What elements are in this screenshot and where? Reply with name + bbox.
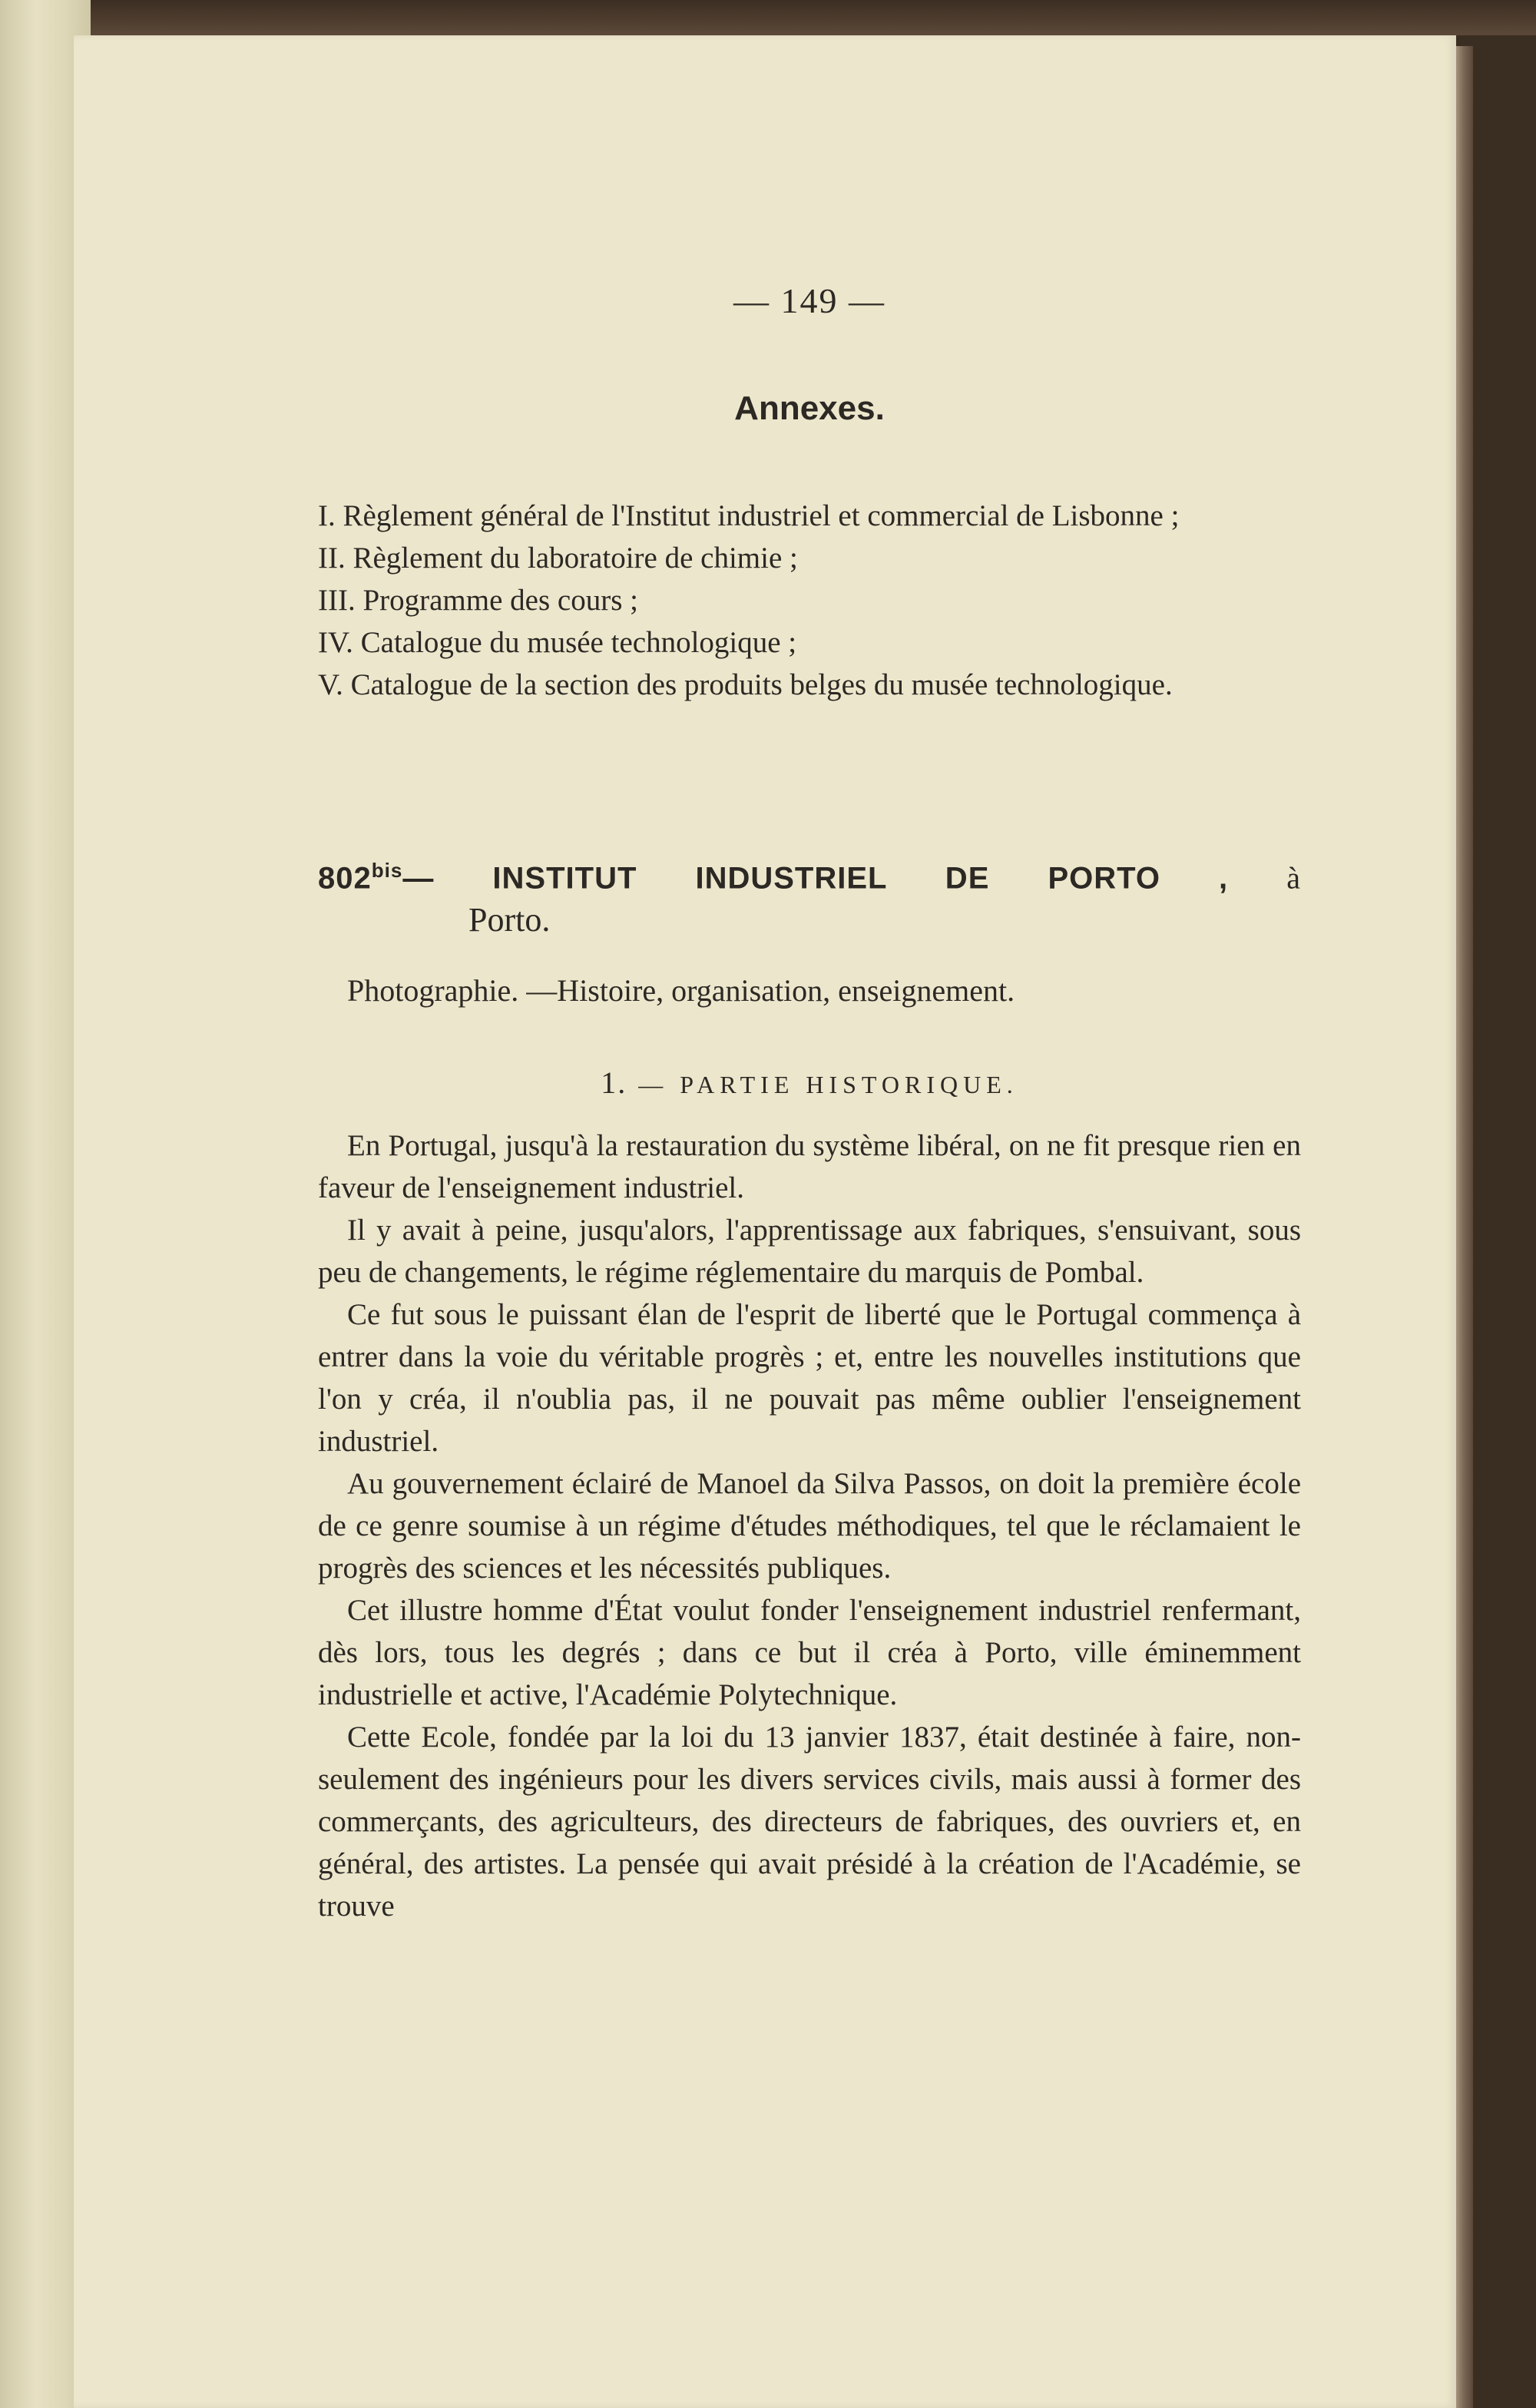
catalog-entry-heading [318,850,1301,899]
entry-suffix: à [1286,860,1301,896]
entry-number-sup: bis [371,859,403,882]
section-heading [318,1062,1301,1106]
paragraph: Il y avait à peine, jusqu'alors, l'apprentissage aux fabriques, s'ensuivant, sous peu de changements, le régime réglementaire du marquis de Pombal. [318,1214,1301,1289]
entry-description: Photographie. —Histoire, organisation, enseignement. [347,973,1015,1008]
section-title: PARTIE HISTORIQUE. [680,1071,1018,1098]
body-text [318,1125,1301,1927]
section-number: 1. [601,1065,627,1100]
annexes-item: II. Règlement du laboratoire de chimie ; [318,542,798,575]
annexes-list [318,495,1301,706]
paragraph: Cet illustre homme d'État voulut fonder l'enseignement industriel renfermant, dès lors, tous les degrés ; dans ce but il créa à Porto, ville éminemment industrielle et active, l'Académie Polytechnique. [318,1594,1301,1711]
entry-city: Porto. [468,901,551,939]
paragraph: Cette Ecole, fondée par la loi du 13 janvier 1837, était destinée à faire, non-seulement des ingénieurs pour les divers services civils, mais aussi à former des commerçants, des agriculteurs, des directeurs de fabriques, des ouvriers et, en général, des artistes. La pensée qui avait présidé à la création de l'Académie, se trouve [318,1721,1301,1923]
paragraph: Ce fut sous le puissant élan de l'esprit de liberté que le Portugal commença à entrer dans la voie du véritable progrès ; et, entre les nouvelles institutions que l'on y créa, il n'oublia pas, il ne pouvait pas même oublier l'enseignement industriel. [318,1298,1301,1458]
annexes-item: V. Catalogue de la section des produits belges du musée technologique. [318,668,1173,701]
entry-dash: — [402,861,435,896]
entry-name: INSTITUT INDUSTRIEL DE PORTO , [492,861,1229,896]
annexes-item: IV. Catalogue du musée technologique ; [318,626,797,659]
page-number: — 149 — [733,281,886,320]
annexes-item: III. Programme des cours ; [318,584,638,617]
entry-number: 802 [318,861,372,896]
paragraph: Au gouvernement éclairé de Manoel da Silva Passos, on doit la première école de ce genre soumise à un régime d'études méthodiques, tel que le réclamaient le progrès des sciences et les nécessités publiques. [318,1467,1301,1585]
book-top-edge [0,0,1536,35]
book-page [74,35,1456,2408]
section-dash: — [638,1071,669,1098]
annexes-item: I. Règlement général de l'Institut industriel et commercial de Lisbonne ; [318,499,1180,532]
paragraph: En Portugal, jusqu'à la restauration du système libéral, on ne fit presque rien en faveur de l'enseignement industriel. [318,1129,1301,1204]
annexes-title: Annexes. [734,389,885,427]
